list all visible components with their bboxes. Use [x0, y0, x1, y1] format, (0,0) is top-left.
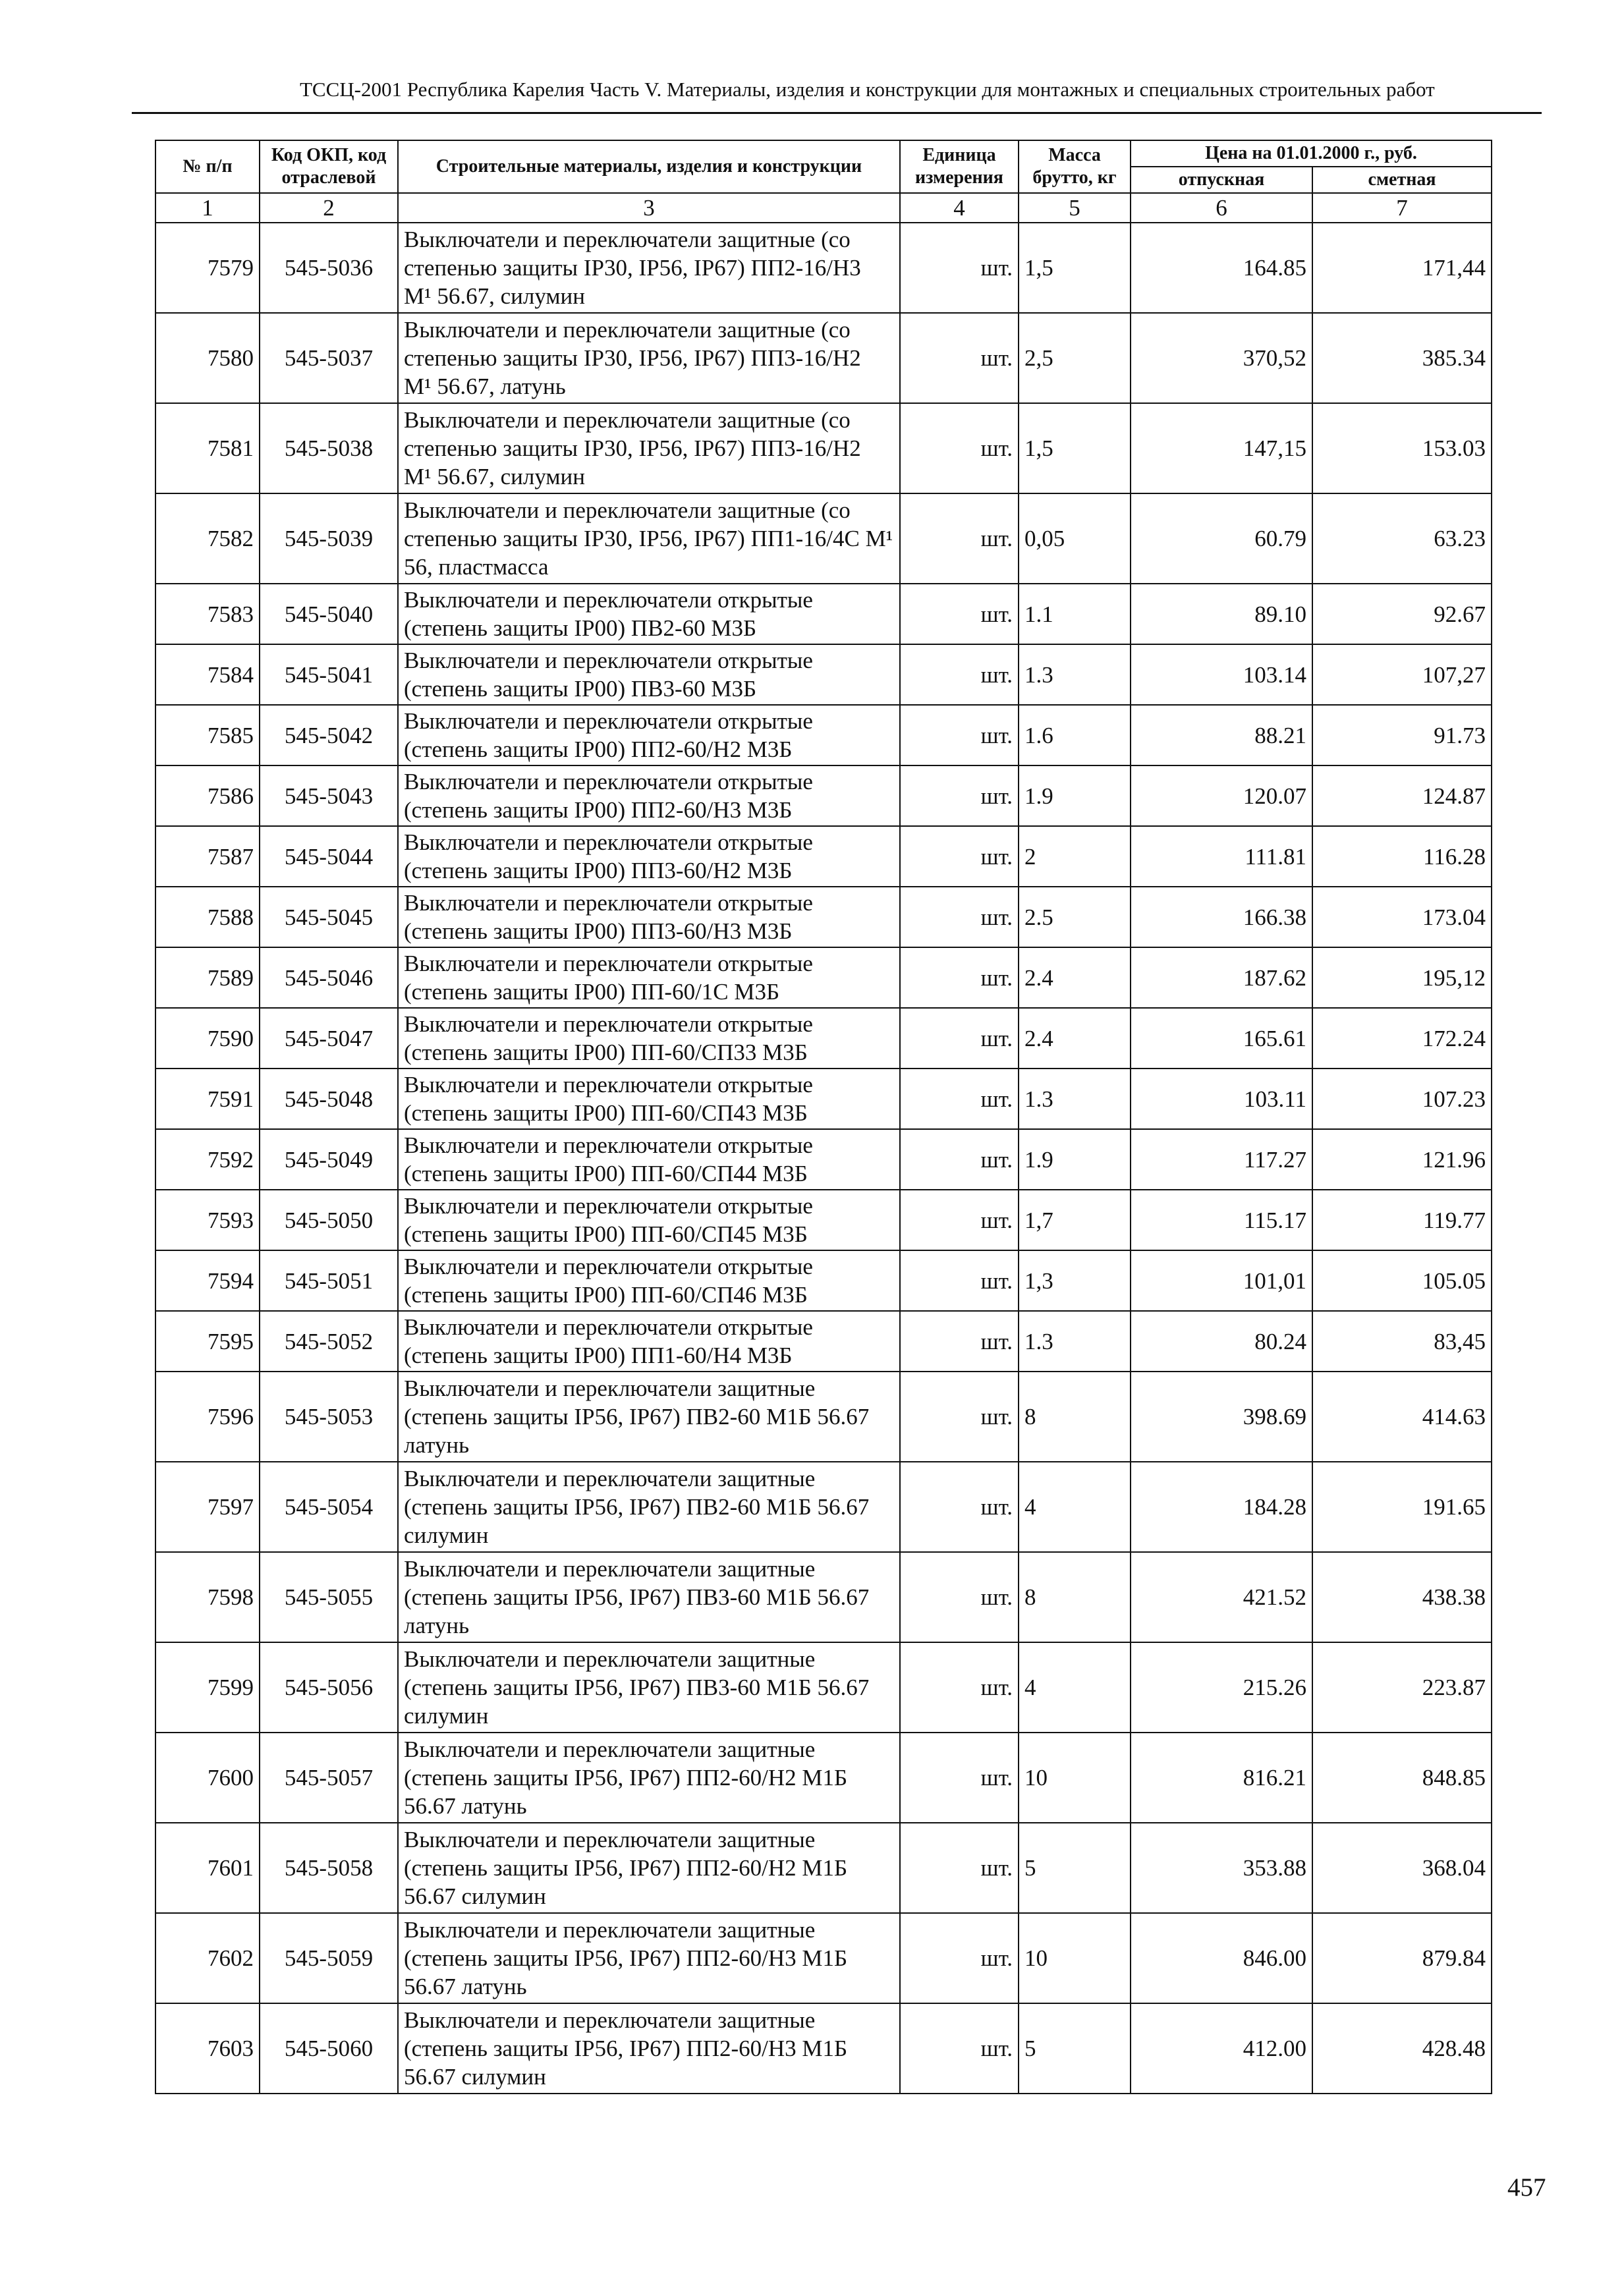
material-name-cell: Выключатели и переключатели защитные (степень защиты IP56, IP67) ПП2-60/Н3 М1Б 56.67 латунь	[398, 1913, 900, 2003]
table-row	[155, 947, 1492, 1008]
mass-cell: 0,05	[1019, 493, 1131, 584]
release-price-cell: 120.07	[1131, 765, 1312, 826]
row-number-cell: 7593	[155, 1190, 260, 1250]
table-row	[155, 1311, 1492, 1372]
column-number: 3	[398, 193, 900, 223]
release-price-cell: 89.10	[1131, 584, 1312, 644]
estimate-price-cell: 414.63	[1312, 1372, 1492, 1462]
estimate-price-cell: 195,12	[1312, 947, 1492, 1008]
material-name-cell: Выключатели и переключатели открытые (степень защиты IP00) ПП1-60/Н4 М3Б	[398, 1311, 900, 1372]
okp-code-cell: 545-5045	[260, 887, 398, 947]
estimate-price-cell: 83,45	[1312, 1311, 1492, 1372]
mass-cell: 1,3	[1019, 1250, 1131, 1311]
unit-cell: шт.	[900, 1552, 1019, 1642]
unit-cell: шт.	[900, 1733, 1019, 1823]
row-number-cell: 7591	[155, 1069, 260, 1129]
estimate-price-cell: 121.96	[1312, 1129, 1492, 1190]
release-price-cell: 165.61	[1131, 1008, 1312, 1069]
estimate-price-cell: 91.73	[1312, 705, 1492, 765]
material-name-cell: Выключатели и переключатели защитные (степень защиты IP56, IP67) ПВ2-60 М1Б 56.67 латунь	[398, 1372, 900, 1462]
unit-cell: шт.	[900, 1823, 1019, 1913]
estimate-price-cell: 848.85	[1312, 1733, 1492, 1823]
table-row	[155, 1069, 1492, 1129]
row-number-cell: 7599	[155, 1642, 260, 1733]
row-number-cell: 7598	[155, 1552, 260, 1642]
row-number-cell: 7596	[155, 1372, 260, 1462]
column-number: 1	[155, 193, 260, 223]
estimate-price-cell: 172.24	[1312, 1008, 1492, 1069]
unit-cell: шт.	[900, 947, 1019, 1008]
estimate-price-cell: 105.05	[1312, 1250, 1492, 1311]
release-price-cell: 111.81	[1131, 826, 1312, 887]
mass-cell: 1.9	[1019, 765, 1131, 826]
unit-cell: шт.	[900, 1008, 1019, 1069]
header-rule	[132, 112, 1542, 114]
release-price-cell: 412.00	[1131, 2003, 1312, 2094]
release-price-cell: 80.24	[1131, 1311, 1312, 1372]
row-number-cell: 7594	[155, 1250, 260, 1311]
unit-cell: шт.	[900, 1069, 1019, 1129]
table-row	[155, 584, 1492, 644]
row-number-cell: 7582	[155, 493, 260, 584]
table-row	[155, 765, 1492, 826]
table-row	[155, 826, 1492, 887]
release-price-cell: 103.11	[1131, 1069, 1312, 1129]
estimate-price-cell: 368.04	[1312, 1823, 1492, 1913]
row-number-cell: 7587	[155, 826, 260, 887]
row-number-cell: 7600	[155, 1733, 260, 1823]
table-row	[155, 1129, 1492, 1190]
col-header-price-release: отпускная	[1131, 167, 1312, 193]
row-number-cell: 7595	[155, 1311, 260, 1372]
material-name-cell: Выключатели и переключатели открытые (степень защиты IP00) ПВ3-60 М3Б	[398, 644, 900, 705]
column-number: 5	[1019, 193, 1131, 223]
material-name-cell: Выключатели и переключатели открытые (степень защиты IP00) ПП-60/СП46 М3Б	[398, 1250, 900, 1311]
mass-cell: 1.3	[1019, 644, 1131, 705]
estimate-price-cell: 92.67	[1312, 584, 1492, 644]
unit-cell: шт.	[900, 1913, 1019, 2003]
release-price-cell: 215.26	[1131, 1642, 1312, 1733]
page-number: 457	[1507, 2173, 1546, 2202]
table-row	[155, 1190, 1492, 1250]
unit-cell: шт.	[900, 1642, 1019, 1733]
material-name-cell: Выключатели и переключатели защитные (степень защиты IP56, IP67) ПВ3-60 М1Б 56.67 силумин	[398, 1642, 900, 1733]
mass-cell: 10	[1019, 1913, 1131, 2003]
table-row	[155, 493, 1492, 584]
mass-cell: 5	[1019, 2003, 1131, 2094]
material-name-cell: Выключатели и переключатели открытые (степень защиты IP00) ПП3-60/Н2 М3Б	[398, 826, 900, 887]
col-header-num: № п/п	[155, 140, 260, 193]
mass-cell: 10	[1019, 1733, 1131, 1823]
mass-cell: 1.3	[1019, 1311, 1131, 1372]
table-row	[155, 1462, 1492, 1552]
column-number-row	[155, 193, 1492, 223]
okp-code-cell: 545-5050	[260, 1190, 398, 1250]
okp-code-cell: 545-5042	[260, 705, 398, 765]
row-number-cell: 7586	[155, 765, 260, 826]
mass-cell: 2,5	[1019, 313, 1131, 403]
row-number-cell: 7589	[155, 947, 260, 1008]
estimate-price-cell: 153.03	[1312, 403, 1492, 493]
okp-code-cell: 545-5036	[260, 223, 398, 313]
column-number: 2	[260, 193, 398, 223]
mass-cell: 1,7	[1019, 1190, 1131, 1250]
okp-code-cell: 545-5038	[260, 403, 398, 493]
table-row	[155, 403, 1492, 493]
okp-code-cell: 545-5049	[260, 1129, 398, 1190]
table-row	[155, 1823, 1492, 1913]
release-price-cell: 115.17	[1131, 1190, 1312, 1250]
row-number-cell: 7588	[155, 887, 260, 947]
material-name-cell: Выключатели и переключатели защитные (со степенью защиты IP30, IP56, IP67) ПП2-16/Н3 М¹ 56.67, силумин	[398, 223, 900, 313]
okp-code-cell: 545-5053	[260, 1372, 398, 1462]
material-name-cell: Выключатели и переключатели открытые (степень защиты IP00) ПВ2-60 М3Б	[398, 584, 900, 644]
release-price-cell: 88.21	[1131, 705, 1312, 765]
material-name-cell: Выключатели и переключатели открытые (степень защиты IP00) ПП-60/СП44 М3Б	[398, 1129, 900, 1190]
mass-cell: 1.6	[1019, 705, 1131, 765]
estimate-price-cell: 107,27	[1312, 644, 1492, 705]
table-row	[155, 1642, 1492, 1733]
okp-code-cell: 545-5057	[260, 1733, 398, 1823]
table-row	[155, 1552, 1492, 1642]
row-number-cell: 7602	[155, 1913, 260, 2003]
mass-cell: 1.9	[1019, 1129, 1131, 1190]
mass-cell: 8	[1019, 1552, 1131, 1642]
row-number-cell: 7603	[155, 2003, 260, 2094]
estimate-price-cell: 438.38	[1312, 1552, 1492, 1642]
table-row	[155, 1372, 1492, 1462]
release-price-cell: 60.79	[1131, 493, 1312, 584]
unit-cell: шт.	[900, 313, 1019, 403]
release-price-cell: 398.69	[1131, 1372, 1312, 1462]
row-number-cell: 7579	[155, 223, 260, 313]
running-header: ТССЦ-2001 Республика Карелия Часть V. Материалы, изделия и конструкции для монтажных и специальных строительных работ	[300, 78, 1435, 101]
table-row	[155, 1250, 1492, 1311]
unit-cell: шт.	[900, 403, 1019, 493]
mass-cell: 1,5	[1019, 223, 1131, 313]
unit-cell: шт.	[900, 826, 1019, 887]
material-name-cell: Выключатели и переключатели защитные (степень защиты IP56, IP67) ПВ3-60 М1Б 56.67 латунь	[398, 1552, 900, 1642]
table-row	[155, 1913, 1492, 2003]
release-price-cell: 184.28	[1131, 1462, 1312, 1552]
okp-code-cell: 545-5037	[260, 313, 398, 403]
mass-cell: 8	[1019, 1372, 1131, 1462]
okp-code-cell: 545-5047	[260, 1008, 398, 1069]
unit-cell: шт.	[900, 1190, 1019, 1250]
estimate-price-cell: 171,44	[1312, 223, 1492, 313]
row-number-cell: 7584	[155, 644, 260, 705]
column-number: 7	[1312, 193, 1492, 223]
row-number-cell: 7585	[155, 705, 260, 765]
mass-cell: 2.4	[1019, 1008, 1131, 1069]
table-row	[155, 1733, 1492, 1823]
material-name-cell: Выключатели и переключатели открытые (степень защиты IP00) ПП2-60/Н2 М3Б	[398, 705, 900, 765]
unit-cell: шт.	[900, 1372, 1019, 1462]
unit-cell: шт.	[900, 2003, 1019, 2094]
table-row	[155, 644, 1492, 705]
column-number: 4	[900, 193, 1019, 223]
material-name-cell: Выключатели и переключатели защитные (степень защиты IP56, IP67) ПП2-60/Н3 М1Б 56.67 силумин	[398, 2003, 900, 2094]
release-price-cell: 370,52	[1131, 313, 1312, 403]
estimate-price-cell: 119.77	[1312, 1190, 1492, 1250]
unit-cell: шт.	[900, 584, 1019, 644]
estimate-price-cell: 191.65	[1312, 1462, 1492, 1552]
okp-code-cell: 545-5054	[260, 1462, 398, 1552]
unit-cell: шт.	[900, 493, 1019, 584]
release-price-cell: 846.00	[1131, 1913, 1312, 2003]
estimate-price-cell: 124.87	[1312, 765, 1492, 826]
okp-code-cell: 545-5055	[260, 1552, 398, 1642]
estimate-price-cell: 879.84	[1312, 1913, 1492, 2003]
unit-cell: шт.	[900, 1250, 1019, 1311]
col-header-code: Код ОКП, код отраслевой	[260, 140, 398, 193]
release-price-cell: 101,01	[1131, 1250, 1312, 1311]
table-row	[155, 313, 1492, 403]
estimate-price-cell: 428.48	[1312, 2003, 1492, 2094]
price-table	[155, 140, 1492, 2094]
estimate-price-cell: 173.04	[1312, 887, 1492, 947]
mass-cell: 1.1	[1019, 584, 1131, 644]
table-row	[155, 705, 1492, 765]
release-price-cell: 353.88	[1131, 1823, 1312, 1913]
material-name-cell: Выключатели и переключатели защитные (степень защиты IP56, IP67) ПП2-60/Н2 М1Б 56.67 силумин	[398, 1823, 900, 1913]
material-name-cell: Выключатели и переключатели открытые (степень защиты IP00) ПП-60/1С М3Б	[398, 947, 900, 1008]
estimate-price-cell: 107.23	[1312, 1069, 1492, 1129]
row-number-cell: 7592	[155, 1129, 260, 1190]
release-price-cell: 164.85	[1131, 223, 1312, 313]
release-price-cell: 117.27	[1131, 1129, 1312, 1190]
col-header-price-estimate: сметная	[1312, 167, 1492, 193]
material-name-cell: Выключатели и переключатели открытые (степень защиты IP00) ПП3-60/Н3 М3Б	[398, 887, 900, 947]
release-price-cell: 166.38	[1131, 887, 1312, 947]
unit-cell: шт.	[900, 705, 1019, 765]
okp-code-cell: 545-5060	[260, 2003, 398, 2094]
column-number: 6	[1131, 193, 1312, 223]
okp-code-cell: 545-5059	[260, 1913, 398, 2003]
material-name-cell: Выключатели и переключатели открытые (степень защиты IP00) ПП-60/СП45 М3Б	[398, 1190, 900, 1250]
release-price-cell: 421.52	[1131, 1552, 1312, 1642]
col-header-price-group: Цена на 01.01.2000 г., руб.	[1131, 140, 1492, 167]
estimate-price-cell: 385.34	[1312, 313, 1492, 403]
okp-code-cell: 545-5044	[260, 826, 398, 887]
okp-code-cell: 545-5040	[260, 584, 398, 644]
unit-cell: шт.	[900, 765, 1019, 826]
col-header-mass: Масса брутто, кг	[1019, 140, 1131, 193]
mass-cell: 2.5	[1019, 887, 1131, 947]
material-name-cell: Выключатели и переключатели открытые (степень защиты IP00) ПП2-60/Н3 М3Б	[398, 765, 900, 826]
mass-cell: 1,5	[1019, 403, 1131, 493]
mass-cell: 1.3	[1019, 1069, 1131, 1129]
unit-cell: шт.	[900, 644, 1019, 705]
row-number-cell: 7581	[155, 403, 260, 493]
mass-cell: 4	[1019, 1642, 1131, 1733]
okp-code-cell: 545-5052	[260, 1311, 398, 1372]
col-header-unit: Единица измерения	[900, 140, 1019, 193]
row-number-cell: 7580	[155, 313, 260, 403]
col-header-name: Строительные материалы, изделия и конструкции	[398, 140, 900, 193]
row-number-cell: 7583	[155, 584, 260, 644]
estimate-price-cell: 63.23	[1312, 493, 1492, 584]
table-row	[155, 1008, 1492, 1069]
mass-cell: 4	[1019, 1462, 1131, 1552]
unit-cell: шт.	[900, 1462, 1019, 1552]
mass-cell: 2	[1019, 826, 1131, 887]
table-row	[155, 223, 1492, 313]
material-name-cell: Выключатели и переключатели открытые (степень защиты IP00) ПП-60/СП33 М3Б	[398, 1008, 900, 1069]
release-price-cell: 816.21	[1131, 1733, 1312, 1823]
okp-code-cell: 545-5039	[260, 493, 398, 584]
material-name-cell: Выключатели и переключатели защитные (степень защиты IP56, IP67) ПВ2-60 М1Б 56.67 силумин	[398, 1462, 900, 1552]
release-price-cell: 147,15	[1131, 403, 1312, 493]
row-number-cell: 7590	[155, 1008, 260, 1069]
release-price-cell: 187.62	[1131, 947, 1312, 1008]
unit-cell: шт.	[900, 223, 1019, 313]
okp-code-cell: 545-5048	[260, 1069, 398, 1129]
material-name-cell: Выключатели и переключатели защитные (со степенью защиты IP30, IP56, IP67) ПП3-16/Н2 М¹ 56.67, латунь	[398, 313, 900, 403]
table-row	[155, 2003, 1492, 2094]
material-name-cell: Выключатели и переключатели защитные (степень защиты IP56, IP67) ПП2-60/Н2 М1Б 56.67 латунь	[398, 1733, 900, 1823]
okp-code-cell: 545-5046	[260, 947, 398, 1008]
mass-cell: 5	[1019, 1823, 1131, 1913]
table-row	[155, 887, 1492, 947]
material-name-cell: Выключатели и переключатели защитные (со степенью защиты IP30, IP56, IP67) ПП3-16/Н2 М¹ 56.67, силумин	[398, 403, 900, 493]
mass-cell: 2.4	[1019, 947, 1131, 1008]
material-name-cell: Выключатели и переключатели защитные (со степенью защиты IP30, IP56, IP67) ПП1-16/4С М¹ 56, пластмасса	[398, 493, 900, 584]
okp-code-cell: 545-5056	[260, 1642, 398, 1733]
row-number-cell: 7601	[155, 1823, 260, 1913]
unit-cell: шт.	[900, 1311, 1019, 1372]
okp-code-cell: 545-5058	[260, 1823, 398, 1913]
okp-code-cell: 545-5043	[260, 765, 398, 826]
release-price-cell: 103.14	[1131, 644, 1312, 705]
material-name-cell: Выключатели и переключатели открытые (степень защиты IP00) ПП-60/СП43 М3Б	[398, 1069, 900, 1129]
okp-code-cell: 545-5041	[260, 644, 398, 705]
estimate-price-cell: 223.87	[1312, 1642, 1492, 1733]
estimate-price-cell: 116.28	[1312, 826, 1492, 887]
unit-cell: шт.	[900, 1129, 1019, 1190]
row-number-cell: 7597	[155, 1462, 260, 1552]
unit-cell: шт.	[900, 887, 1019, 947]
okp-code-cell: 545-5051	[260, 1250, 398, 1311]
